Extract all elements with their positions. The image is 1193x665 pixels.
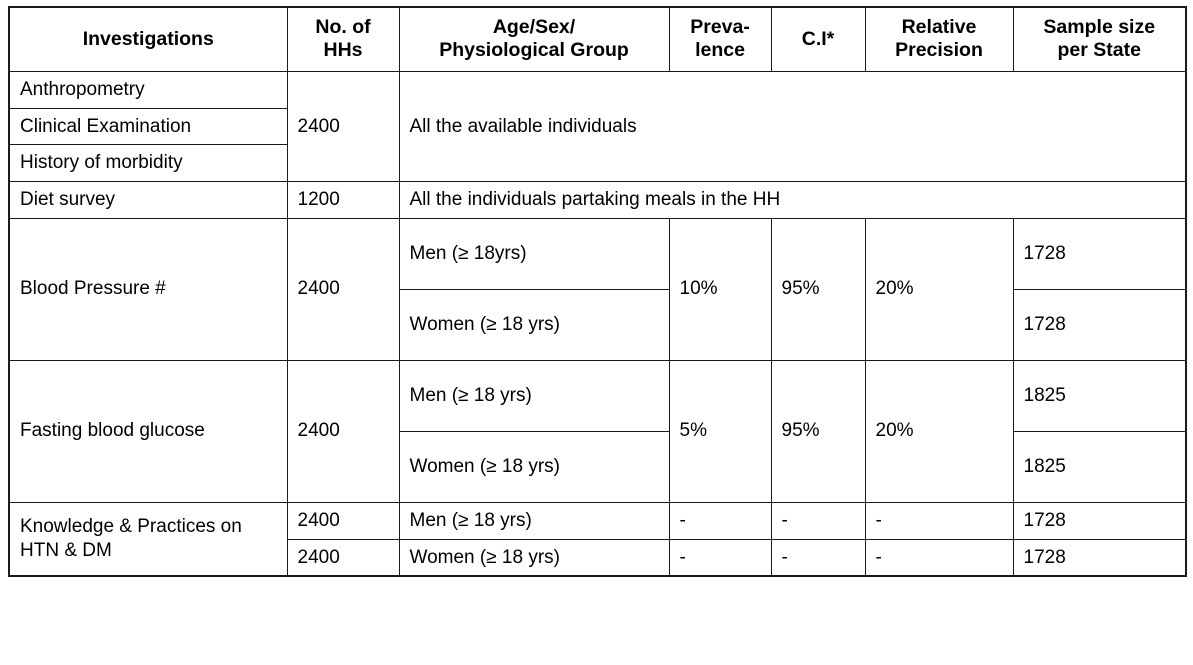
column-header-relative-precision <box>865 7 1013 71</box>
cell-knowledge-practices-men-group: Men (≥ 18 yrs) <box>399 502 669 539</box>
cell-knowledge-practices-sample-women: 1728 <box>1013 539 1186 576</box>
table-row <box>9 71 1186 108</box>
cell-history-of-morbidity: History of morbidity <box>9 145 287 182</box>
table-row <box>9 182 1186 219</box>
column-header-ci: C.I* <box>771 7 865 71</box>
cell-group1-all-individuals: All the available individuals <box>399 71 1186 181</box>
cell-knowledge-practices-ci-men: - <box>771 502 865 539</box>
column-header-relative-precision-line1: Relative <box>901 16 977 38</box>
table-row <box>9 360 1186 431</box>
cell-blood-pressure-label: Blood Pressure # <box>9 218 287 360</box>
cell-knowledge-practices-hhs-women: 2400 <box>287 539 399 576</box>
column-header-age-sex-line2: Physiological Group <box>439 39 629 62</box>
cell-diet-group: All the individuals partaking meals in the HH <box>399 182 1186 219</box>
column-header-prevalence-line2: lence <box>695 39 745 62</box>
table-header-row <box>9 7 1186 71</box>
cell-knowledge-practices-precision-women: - <box>865 539 1013 576</box>
cell-blood-pressure-hhs: 2400 <box>287 218 399 360</box>
column-header-prevalence-line1: Preva- <box>690 16 750 38</box>
cell-knowledge-practices-ci-women: - <box>771 539 865 576</box>
column-header-investigations: Investigations <box>9 7 287 71</box>
cell-blood-pressure-precision: 20% <box>865 218 1013 360</box>
cell-diet-hhs: 1200 <box>287 182 399 219</box>
column-header-no-of-hhs-line1: No. of <box>315 16 371 38</box>
cell-blood-pressure-ci: 95% <box>771 218 865 360</box>
cell-knowledge-practices-hhs-men: 2400 <box>287 502 399 539</box>
cell-knowledge-practices-sample-men: 1728 <box>1013 502 1186 539</box>
cell-knowledge-practices-women-group: Women (≥ 18 yrs) <box>399 539 669 576</box>
table-body <box>9 71 1186 576</box>
cell-blood-pressure-men-group: Men (≥ 18yrs) <box>399 218 669 289</box>
cell-knowledge-practices-label: Knowledge & Practices on HTN & DM <box>9 502 287 576</box>
cell-knowledge-practices-precision-men: - <box>865 502 1013 539</box>
cell-group1-hhs: 2400 <box>287 71 399 181</box>
cell-fasting-blood-glucose-ci: 95% <box>771 360 865 502</box>
cell-fasting-blood-glucose-men-group: Men (≥ 18 yrs) <box>399 360 669 431</box>
cell-blood-pressure-women-group: Women (≥ 18 yrs) <box>399 289 669 360</box>
column-header-no-of-hhs-line2: HHs <box>323 39 363 62</box>
cell-blood-pressure-sample-men: 1728 <box>1013 218 1186 289</box>
column-header-sample-size-line1: Sample size <box>1043 16 1156 38</box>
cell-knowledge-practices-prevalence-men: - <box>669 502 771 539</box>
column-header-relative-precision-line2: Precision <box>895 39 983 62</box>
column-header-sample-size <box>1013 7 1186 71</box>
table-header <box>9 7 1186 71</box>
cell-fasting-blood-glucose-women-group: Women (≥ 18 yrs) <box>399 431 669 502</box>
column-header-age-sex-group <box>399 7 669 71</box>
survey-design-table <box>8 6 1187 577</box>
cell-clinical-examination: Clinical Examination <box>9 108 287 145</box>
column-header-sample-size-line2: per State <box>1057 39 1141 62</box>
cell-fasting-blood-glucose-sample-women: 1825 <box>1013 431 1186 502</box>
cell-blood-pressure-prevalence: 10% <box>669 218 771 360</box>
cell-diet-survey: Diet survey <box>9 182 287 219</box>
table-row <box>9 218 1186 289</box>
cell-fasting-blood-glucose-prevalence: 5% <box>669 360 771 502</box>
column-header-prevalence <box>669 7 771 71</box>
cell-blood-pressure-sample-women: 1728 <box>1013 289 1186 360</box>
cell-knowledge-practices-prevalence-women: - <box>669 539 771 576</box>
cell-fasting-blood-glucose-hhs: 2400 <box>287 360 399 502</box>
column-header-age-sex-line1: Age/Sex/ <box>492 16 576 38</box>
column-header-no-of-hhs <box>287 7 399 71</box>
table-row <box>9 502 1186 539</box>
cell-anthropometry: Anthropometry <box>9 71 287 108</box>
cell-fasting-blood-glucose-precision: 20% <box>865 360 1013 502</box>
cell-fasting-blood-glucose-sample-men: 1825 <box>1013 360 1186 431</box>
cell-fasting-blood-glucose-label: Fasting blood glucose <box>9 360 287 502</box>
